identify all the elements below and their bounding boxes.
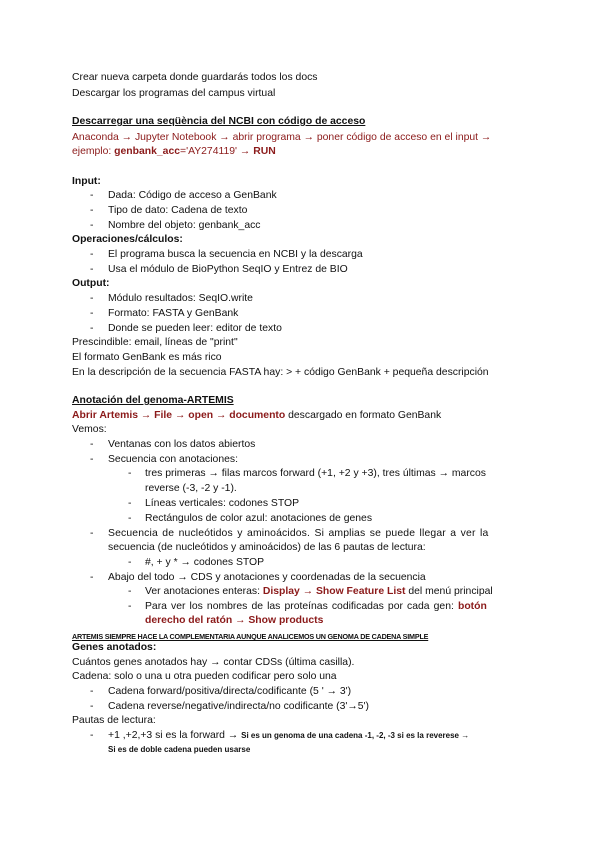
reading-frames-small: Si es un genoma de una cadena -1, -2, -3 si es la reverese → xyxy=(241,731,470,740)
artemis-open-rest: descargado en formato GenBank xyxy=(285,410,442,421)
vemos-label: Vemos: xyxy=(72,424,107,435)
output-label: Output: xyxy=(72,278,110,289)
item-nucleotides-line-1: Secuencia de nucleótidos y aminoácidos. Si amplias se puede llegar a ver la xyxy=(108,528,489,539)
genes-count-line: Cuántos genes anotados hay → contar CDSs (última casilla). xyxy=(72,657,355,668)
sub-protein-names-line-2: derecho del ratón → Show products xyxy=(145,615,324,626)
sub-protein-names-prefix: Para ver los nombres de las proteínas codificadas por cada gen: xyxy=(145,601,458,612)
reading-frames-line-2: Si es de doble cadena pueden usarse xyxy=(108,745,251,754)
bullet-dash: - xyxy=(90,220,94,231)
bullet-dash: - xyxy=(90,730,94,741)
bullet-dash: - xyxy=(90,264,94,275)
intro-line-1: Crear nueva carpeta donde guardarás todos los docs xyxy=(72,72,318,83)
bullet-dash: - xyxy=(90,323,94,334)
bullet-dash: - xyxy=(90,454,94,465)
sub-frames-line-2: reverse (-3, -2 y -1). xyxy=(145,483,237,494)
bullet-dash: - xyxy=(90,205,94,216)
note-prescindible: Prescindible: email, líneas de "print" xyxy=(72,337,238,348)
bullet-dash: - xyxy=(90,572,94,583)
intro-line-2: Descargar los programas del campus virtual xyxy=(72,88,276,99)
operations-item: El programa busca la secuencia en NCBI y la descarga xyxy=(108,249,363,260)
example-prefix: ejemplo: xyxy=(72,146,115,157)
genes-annotated-heading: Genes anotados: xyxy=(72,642,157,653)
output-item: Módulo resultados: SeqIO.write xyxy=(108,293,253,304)
bullet-dash: - xyxy=(128,557,132,568)
reading-frames-item xyxy=(108,729,469,743)
output-item: Donde se pueden leer: editor de texto xyxy=(108,323,282,334)
item-below: Abajo del todo → CDS y anotaciones y coordenadas de la secuencia xyxy=(108,572,426,583)
section-heading-ncbi: Descarregar una seqüència del NCBI con código de acceso xyxy=(72,116,366,127)
anaconda-path-line-2 xyxy=(72,145,276,159)
bullet-dash: - xyxy=(90,249,94,260)
item-windows: Ventanas con los datos abiertos xyxy=(108,439,256,450)
reading-frames-main: +1 ,+2,+3 si es la forward → xyxy=(108,730,242,741)
bullet-dash: - xyxy=(128,513,132,524)
artemis-open-line xyxy=(72,409,441,423)
anaconda-path-line-1: Anaconda → Jupyter Notebook → abrir programa → poner código de acceso en el input → xyxy=(72,132,492,143)
sub-annotations-prefix: Ver anotaciones enteras: xyxy=(145,586,263,597)
bullet-dash: - xyxy=(90,293,94,304)
operations-label: Operaciones/cálculos: xyxy=(72,234,183,245)
note-fasta: En la descripción de la secuencia FASTA hay: > + código GenBank + pequeña descripción xyxy=(72,367,489,378)
sub-protein-names-red: botón xyxy=(457,601,487,612)
input-item: Tipo de dato: Cadena de texto xyxy=(108,205,248,216)
sub-blue-rectangles: Rectángulos de color azul: anotaciones de genes xyxy=(145,513,373,524)
bullet-dash: - xyxy=(128,468,132,479)
bullet-dash: - xyxy=(128,498,132,509)
artemis-caps-note: ARTEMIS SIEMPRE HACE LA COMPLEMENTARIA AUNQUE ANALICEMOS UN GENOMA DE CADENA SIMPLE xyxy=(72,632,429,641)
bullet-dash: - xyxy=(90,190,94,201)
run-label: RUN xyxy=(253,146,276,157)
sub-protein-names-line-1 xyxy=(145,600,487,614)
note-genbank: El formato GenBank es más rico xyxy=(72,352,222,363)
item-nucleotides-line-2: secuencia (de nucleótidos y aminoácidos) de las 6 pautas de lectura: xyxy=(108,542,426,553)
artemis-open-path: Abrir Artemis → File → open → documento xyxy=(72,410,286,421)
bullet-dash: - xyxy=(128,601,132,612)
reading-frames-label: Pautas de lectura: xyxy=(72,715,156,726)
sub-annotations xyxy=(145,585,493,599)
bullet-dash: - xyxy=(90,528,94,539)
sub-stop-codons: #, + y * → codones STOP xyxy=(145,557,265,568)
section-heading-artemis: Anotación del genoma-ARTEMIS xyxy=(72,395,234,406)
input-item: Dada: Código de acceso a GenBank xyxy=(108,190,277,201)
bullet-dash: - xyxy=(90,439,94,450)
input-label: Input: xyxy=(72,176,101,187)
bullet-dash: - xyxy=(128,586,132,597)
chain-item-forward: Cadena forward/positiva/directa/codificante (5 ' → 3') xyxy=(108,686,352,697)
operations-item: Usa el módulo de BioPython SeqIO y Entrez de BIO xyxy=(108,264,348,275)
example-value: ='AY274119' → xyxy=(180,146,254,157)
bullet-dash: - xyxy=(90,308,94,319)
output-item: Formato: FASTA y GenBank xyxy=(108,308,239,319)
chain-line: Cadena: solo o una u otra pueden codificar pero solo una xyxy=(72,671,337,682)
sub-annotations-path: Display → Show Feature List xyxy=(262,586,406,597)
example-code: genbank_acc xyxy=(114,146,181,157)
bullet-dash: - xyxy=(90,686,94,697)
sub-annotations-suffix: del menú principal xyxy=(405,586,493,597)
input-item: Nombre del objeto: genbank_acc xyxy=(108,220,261,231)
item-sequence: Secuencia con anotaciones: xyxy=(108,454,238,465)
chain-item-reverse: Cadena reverse/negative/indirecta/no codificante (3'→5') xyxy=(108,701,369,712)
sub-frames-line-1: tres primeras → filas marcos forward (+1, +2 y +3), tres últimas → marcos xyxy=(145,468,486,479)
sub-vertical-lines: Líneas verticales: codones STOP xyxy=(145,498,300,509)
bullet-dash: - xyxy=(90,701,94,712)
